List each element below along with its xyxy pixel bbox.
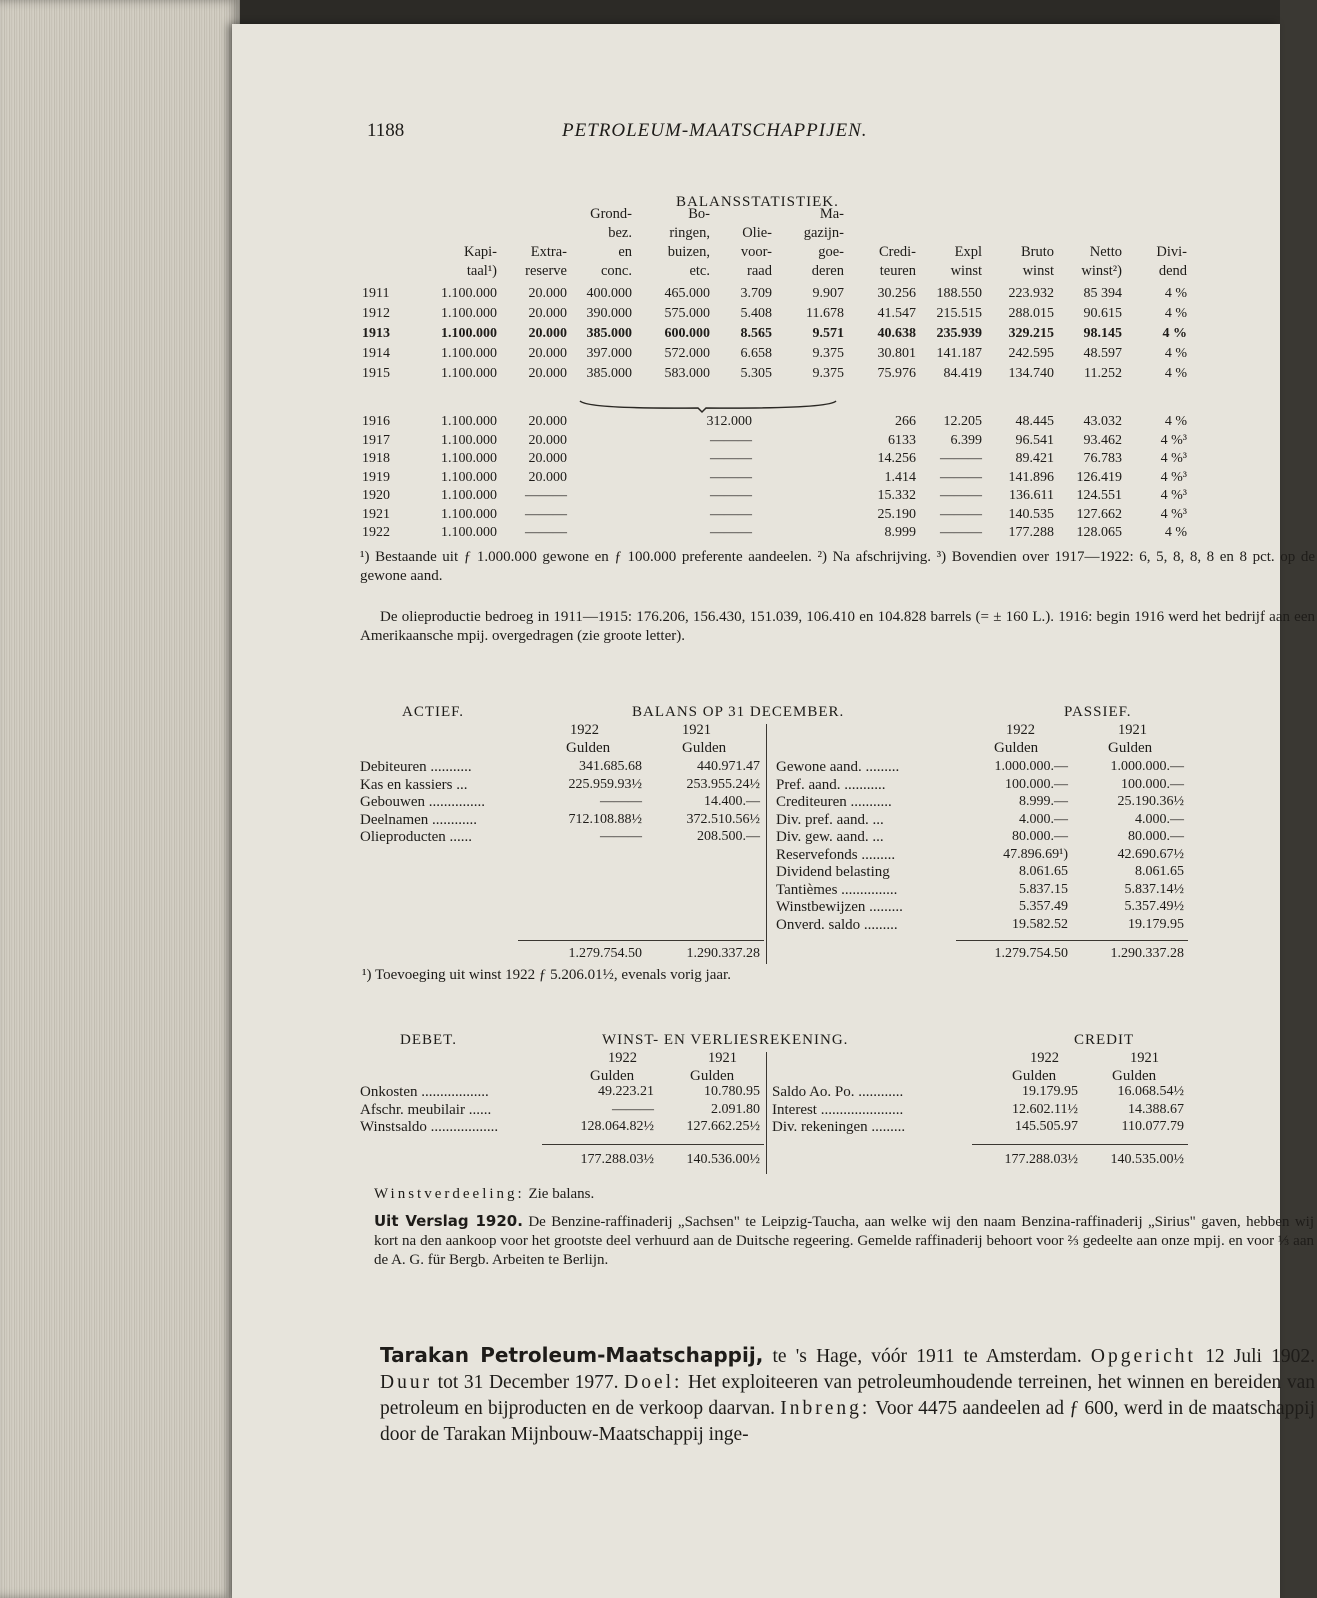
value-cell: 1.100.000	[441, 432, 497, 448]
value-cell: 400.000	[586, 286, 632, 301]
passief-1922: 4.000.—	[1019, 811, 1068, 827]
column-header: Bruto winst	[1020, 244, 1054, 279]
year-cell: 1919	[362, 469, 390, 485]
credit-label: Interest ......................	[772, 1101, 904, 1118]
credit-1922: 145.505.97	[1015, 1119, 1078, 1134]
credit-1922: 12.602.11½	[1012, 1101, 1078, 1117]
value-cell: 1.414	[884, 469, 916, 485]
value-cell: 127.662	[1076, 506, 1122, 522]
value-cell: 4 %	[1162, 326, 1187, 341]
column-header: Bo- ringen, buizen, etc.	[667, 206, 710, 279]
column-header: Olie- voor- raad	[740, 225, 772, 279]
passief-label: Onverd. saldo .........	[776, 916, 898, 933]
value-cell: 20.000	[528, 326, 567, 341]
value-cell: 136.611	[1009, 488, 1054, 503]
value-cell: 4 %	[1164, 366, 1187, 381]
value-cell: 5.305	[740, 366, 772, 381]
actief-1922: ———	[600, 829, 642, 844]
credit-1921: 16.068.54½	[1117, 1084, 1184, 1099]
year-cell: 1921	[362, 506, 390, 522]
value-cell: 6133	[888, 432, 916, 448]
table-row	[232, 488, 1192, 508]
value-cell: 4 %	[1164, 525, 1187, 540]
value-cell: 1.100.000	[441, 488, 497, 503]
actief-total-1922: 1.279.754.50	[568, 946, 642, 961]
balans-title: BALANS OP 31 DECEMBER.	[632, 704, 845, 720]
value-cell: 126.419	[1076, 469, 1122, 485]
value-cell: 4 %	[1164, 346, 1187, 361]
year-cell: 1914	[362, 346, 390, 361]
column-header: Expl winst	[950, 244, 982, 279]
passief-1922: 100.000.—	[1005, 776, 1068, 792]
winst-title: WINST- EN VERLIESREKENING.	[602, 1032, 849, 1048]
value-cell: 242.595	[1008, 346, 1054, 361]
debet-label: Afschr. meubilair ......	[360, 1101, 492, 1118]
actief-1921: 253.955.24½	[686, 776, 760, 792]
value-cell: 4 %³	[1160, 469, 1187, 485]
year-header: 1922	[1030, 1050, 1059, 1066]
unit-header: Gulden	[690, 1068, 735, 1084]
value-cell: 76.783	[1083, 451, 1122, 466]
value-cell: 141.187	[936, 346, 982, 361]
credit-1921: 110.077.79	[1121, 1119, 1184, 1134]
value-cell: 84.419	[943, 366, 982, 381]
actief-1921: 372.510.56½	[686, 811, 760, 827]
value-cell: 20.000	[528, 469, 567, 485]
total-rule	[972, 1144, 1188, 1145]
year-header: 1921	[682, 722, 711, 738]
value-cell: 11.678	[806, 306, 844, 321]
value-cell: 30.801	[877, 346, 916, 361]
value-cell: 465.000	[664, 286, 710, 301]
value-cell: 575.000	[664, 306, 710, 321]
value-cell: 1.100.000	[441, 525, 497, 540]
actief-1922: ———	[600, 794, 642, 809]
column-header: Ma- gazijn- goe- deren	[803, 206, 844, 279]
year-cell: 1917	[362, 432, 390, 448]
verslag-text: De Benzine-raffinaderij „Sachsen" te Leipzig-Taucha, aan welke wij den naam Benzina-raffinaderij „Sirius" gaven, hebben wij kort na den aankoop voor het grootste deel verhuurd aan de Duitsche regeering. Gemelde raffinaderij behoort voor ⅔ gedeelte aan onze mpij. en voor ⅓ aan de A. G. für Bergb. Arbeiten te Berlijn.	[374, 1214, 1315, 1268]
passief-1921: 100.000.—	[1121, 776, 1184, 792]
actief-1922: 341.685.68	[579, 759, 642, 774]
table-row	[232, 451, 1192, 471]
column-header: Extra- reserve	[525, 244, 567, 279]
credit-label: Saldo Ao. Po. ............	[772, 1084, 904, 1100]
passief-1922: 5.837.15	[1019, 881, 1068, 897]
passief-1921: 25.190.36½	[1117, 794, 1184, 809]
book-page-edges	[0, 0, 240, 1598]
actief-1921: 208.500.—	[697, 829, 760, 844]
value-cell: 20.000	[528, 414, 567, 429]
debet-1922: ———	[612, 1101, 654, 1117]
value-cell: 15.332	[877, 488, 916, 503]
total-rule	[518, 940, 764, 941]
value-cell: 89.421	[1015, 451, 1054, 466]
passief-label: Reservefonds .........	[776, 846, 896, 863]
value-cell: 385.000	[586, 326, 632, 341]
actief-1922: 712.108.88½	[568, 811, 642, 827]
value-cell: ———	[710, 451, 752, 466]
value-cell: 266	[895, 414, 916, 429]
balans-actief-label: ACTIEF.	[402, 704, 465, 720]
page-number: 1188	[367, 120, 405, 141]
year-header: 1922	[1006, 722, 1035, 738]
passief-1922: 5.357.49	[1019, 899, 1068, 914]
tarakan-label-opgericht: Opgericht	[1090, 1346, 1196, 1367]
debet-total-1921: 140.536.00½	[686, 1152, 760, 1167]
value-cell: 5.408	[740, 306, 772, 321]
value-cell: 20.000	[528, 286, 567, 301]
table-row	[232, 470, 1192, 490]
table-row	[232, 326, 1192, 346]
value-cell: ———	[525, 506, 567, 522]
passief-1921: 8.061.65	[1135, 864, 1184, 879]
value-cell: 223.932	[1008, 286, 1054, 301]
passief-1922: 80.000.—	[1012, 829, 1068, 844]
winstverdeeling-text: Zie balans.	[528, 1186, 595, 1202]
winstverdeeling-label: Winstverdeeling:	[374, 1186, 525, 1202]
value-cell: 20.000	[528, 451, 567, 466]
passief-total-1921: 1.290.337.28	[1110, 946, 1184, 961]
value-cell: 1.100.000	[441, 451, 497, 466]
value-cell: ———	[525, 488, 567, 503]
unit-header: Gulden	[682, 740, 727, 756]
debet-1921: 2.091.80	[711, 1101, 760, 1117]
table-row	[232, 286, 1192, 306]
year-cell: 1916	[362, 414, 390, 429]
value-cell: 4 %³	[1160, 506, 1187, 522]
winst-debet-label: DEBET.	[400, 1032, 457, 1048]
value-cell: 9.375	[812, 366, 844, 381]
column-header: Credi- teuren	[878, 244, 916, 279]
balansstatistiek-title: BALANSSTATISTIEK.	[676, 194, 839, 210]
debet-1922: 128.064.82½	[580, 1119, 654, 1134]
actief-label: Kas en kassiers ...	[360, 776, 468, 793]
actief-label: Debiteuren ...........	[360, 759, 472, 775]
value-cell: 85 394	[1083, 286, 1122, 301]
value-cell: 43.032	[1083, 414, 1122, 429]
value-cell: 41.547	[877, 306, 916, 321]
tarakan-name: Tarakan Petroleum-Maatschappij,	[380, 1343, 764, 1367]
passief-1922: 1.000.000.—	[994, 759, 1068, 774]
credit-1921: 14.388.67	[1128, 1101, 1184, 1117]
year-header: 1921	[1130, 1050, 1159, 1066]
actief-label: Deelnamen ............	[360, 811, 478, 828]
tarakan-text-3: tot 31 December 1977.	[437, 1372, 619, 1393]
total-rule	[542, 1144, 764, 1145]
value-cell: 20.000	[528, 306, 567, 321]
actief-1921: 14.400.—	[704, 794, 760, 809]
credit-total-1921: 140.535.00½	[1110, 1152, 1184, 1167]
value-cell: 48.445	[1015, 414, 1054, 429]
tarakan-label-duur: Duur	[380, 1372, 433, 1393]
unit-header: Gulden	[1108, 740, 1153, 756]
value-cell: 48.597	[1083, 346, 1122, 361]
debet-label: Onkosten ..................	[360, 1084, 489, 1100]
table-row	[232, 433, 1192, 453]
passief-1921: 4.000.—	[1135, 811, 1184, 827]
value-cell: 25.190	[877, 506, 916, 522]
value-cell: 583.000	[664, 366, 710, 381]
winst-credit-label: CREDIT	[1074, 1032, 1135, 1048]
value-cell: 20.000	[528, 346, 567, 361]
value-cell: 141.896	[1008, 469, 1054, 485]
passief-1921: 19.179.95	[1128, 916, 1184, 932]
year-cell: 1911	[362, 286, 390, 301]
unit-header: Gulden	[1012, 1068, 1057, 1084]
table-row	[232, 507, 1192, 527]
value-cell: 40.638	[877, 326, 916, 341]
value-cell: 90.615	[1083, 306, 1122, 321]
verslag-paragraph	[374, 1212, 1314, 1270]
value-cell: 30.256	[877, 286, 916, 301]
year-cell: 1913	[362, 326, 390, 341]
value-cell: 4 %	[1164, 414, 1187, 429]
passief-1922: 8.061.65	[1019, 864, 1068, 879]
passief-total-1922: 1.279.754.50	[994, 946, 1068, 961]
value-cell: 12.205	[943, 414, 982, 429]
value-cell: 6.658	[740, 346, 772, 361]
value-cell: 93.462	[1083, 432, 1122, 448]
unit-header: Gulden	[994, 740, 1039, 756]
column-divider	[766, 724, 767, 964]
unit-header: Gulden	[1112, 1068, 1157, 1084]
column-header: Netto winst²)	[1081, 244, 1122, 279]
value-cell: 8.565	[740, 326, 772, 341]
balansstatistiek-footnote: ¹) Bestaande uit ƒ 1.000.000 gewone en ƒ 100.000 preferente aandeelen. ²) Na afschrijving. ³) Bovendien over 1917—1922: 6, 5, 8, 8, 8 en 8 pct. op de gewone aand.	[360, 549, 1315, 584]
value-cell: 9.907	[812, 286, 844, 301]
value-cell: ———	[710, 488, 752, 503]
value-cell: 215.515	[936, 306, 982, 321]
passief-label: Div. gew. aand. ...	[776, 829, 884, 845]
table-row	[232, 525, 1192, 545]
value-cell: 20.000	[528, 432, 567, 448]
credit-label: Div. rekeningen .........	[772, 1119, 906, 1135]
value-cell: 9.375	[812, 346, 844, 361]
value-cell: 1.100.000	[441, 469, 497, 485]
tarakan-text-5: Voor 4475 aandeelen ad ƒ 600, werd in de maatschappij door de Tarakan Mijnbouw-Maatschappij inge-	[380, 1398, 1316, 1445]
year-cell: 1922	[362, 525, 390, 540]
running-title: PETROLEUM-MAATSCHAPPIJEN.	[562, 120, 868, 141]
value-cell: ———	[710, 506, 752, 522]
value-cell: 188.550	[936, 286, 982, 301]
passief-1921: 1.000.000.—	[1110, 759, 1184, 774]
passief-1921: 5.357.49½	[1124, 899, 1184, 914]
passief-1921: 5.837.14½	[1124, 881, 1184, 897]
value-cell: 177.288	[1008, 525, 1054, 540]
tarakan-label-inbreng: Inbreng:	[780, 1398, 871, 1419]
tarakan-paragraph	[380, 1342, 1315, 1448]
value-cell: 390.000	[586, 306, 632, 321]
year-cell: 1915	[362, 366, 390, 381]
credit-1922: 19.179.95	[1022, 1084, 1078, 1099]
actief-label: Gebouwen ...............	[360, 794, 485, 810]
total-rule	[956, 940, 1188, 941]
value-cell: 20.000	[528, 366, 567, 381]
value-cell: 124.551	[1076, 488, 1122, 503]
debet-1921: 127.662.25½	[686, 1119, 760, 1134]
actief-1921: 440.971.47	[697, 759, 760, 774]
debet-label: Winstsaldo ..................	[360, 1119, 499, 1135]
table-row	[232, 346, 1192, 366]
passief-label: Crediteuren ...........	[776, 794, 892, 810]
winstverdeeling	[374, 1186, 594, 1203]
value-cell: 312.000	[706, 414, 752, 429]
value-cell: ———	[940, 506, 982, 522]
value-cell: 600.000	[664, 326, 710, 341]
value-cell: 75.976	[877, 366, 916, 381]
value-cell: 385.000	[586, 366, 632, 381]
tarakan-text-4: Het exploiteeren van petroleumhoudende terreinen, het winnen en bereiden van petroleum en bijproducten en de verkoop daarvan.	[380, 1372, 1316, 1419]
brace-mark	[578, 399, 838, 413]
passief-label: Tantièmes ...............	[776, 881, 898, 898]
year-header: 1921	[708, 1050, 737, 1066]
value-cell: 4 %	[1164, 286, 1187, 301]
value-cell: 1.100.000	[441, 306, 497, 321]
year-header: 1921	[1118, 722, 1147, 738]
passief-1921: 80.000.—	[1128, 829, 1184, 844]
actief-label: Olieproducten ......	[360, 829, 473, 845]
debet-1922: 49.223.21	[598, 1084, 654, 1099]
passief-1922: 8.999.—	[1019, 794, 1068, 809]
column-header: Divi- dend	[1156, 244, 1187, 279]
table-row	[232, 306, 1192, 326]
book-page	[232, 24, 1316, 1598]
balans-footnote: ¹) Toevoeging uit winst 1922 ƒ 5.206.01½, evenals vorig jaar.	[362, 967, 731, 983]
value-cell: 4 %³	[1160, 451, 1187, 466]
value-cell: 4 %³	[1160, 488, 1187, 503]
verslag-label: Uit Verslag 1920.	[374, 1212, 523, 1230]
value-cell: 11.252	[1084, 366, 1122, 381]
value-cell: 1.100.000	[441, 346, 497, 361]
value-cell: 572.000	[664, 346, 710, 361]
tarakan-text-1: te 's Hage, vóór 1911 te Amsterdam.	[772, 1346, 1082, 1367]
credit-total-1922: 177.288.03½	[1004, 1152, 1078, 1167]
passief-1921: 42.690.67½	[1117, 846, 1184, 862]
value-cell: ———	[710, 469, 752, 485]
value-cell: ———	[940, 525, 982, 540]
table-row	[232, 366, 1192, 386]
actief-1922: 225.959.93½	[568, 776, 642, 792]
balans-passief-label: PASSIEF.	[1064, 704, 1132, 720]
value-cell: 329.215	[1008, 326, 1054, 341]
passief-label: Div. pref. aand. ...	[776, 811, 884, 828]
year-cell: 1918	[362, 451, 390, 466]
value-cell: 8.999	[884, 525, 916, 540]
production-note: De olieproductie bedroeg in 1911—1915: 176.206, 156.430, 151.039, 106.410 en 104.828 barrels (= ± 160 L.). 1916: begin 1916 werd het bedrijf aan een Amerikaansche mpij. overgedragen (zie groote letter).	[360, 609, 1315, 644]
value-cell: 235.939	[936, 326, 982, 341]
value-cell: 288.015	[1008, 306, 1054, 321]
value-cell: ———	[940, 469, 982, 485]
passief-label: Pref. aand. ...........	[776, 776, 886, 793]
value-cell: 98.145	[1083, 326, 1122, 341]
value-cell: ———	[525, 525, 567, 540]
value-cell: 6.399	[950, 432, 982, 448]
tarakan-label-doel: Doel:	[624, 1372, 683, 1393]
value-cell: 3.709	[740, 286, 772, 301]
year-header: 1922	[570, 722, 599, 738]
value-cell: 4 %	[1164, 306, 1187, 321]
value-cell: 397.000	[586, 346, 632, 361]
value-cell: ———	[710, 525, 752, 540]
value-cell: 96.541	[1015, 432, 1054, 448]
column-header: Grond- bez. en conc.	[590, 206, 632, 279]
passief-label: Gewone aand. .........	[776, 759, 900, 775]
value-cell: 1.100.000	[441, 506, 497, 522]
table-row	[232, 414, 1192, 434]
passief-1922: 47.896.69¹)	[1003, 846, 1068, 862]
passief-label: Winstbewijzen .........	[776, 899, 903, 915]
value-cell: ———	[940, 451, 982, 466]
value-cell: 1.100.000	[441, 286, 497, 301]
unit-header: Gulden	[566, 740, 611, 756]
value-cell: 9.571	[812, 326, 844, 341]
value-cell: 140.535	[1008, 506, 1054, 522]
value-cell: 128.065	[1076, 525, 1122, 540]
passief-label: Dividend belasting	[776, 864, 890, 880]
actief-total-1921: 1.290.337.28	[686, 946, 760, 961]
value-cell: 134.740	[1008, 366, 1054, 381]
column-divider	[766, 1052, 767, 1174]
unit-header: Gulden	[590, 1068, 635, 1084]
debet-1921: 10.780.95	[704, 1084, 760, 1099]
value-cell: 4 %³	[1160, 432, 1187, 448]
value-cell: 14.256	[877, 451, 916, 466]
passief-1922: 19.582.52	[1012, 916, 1068, 932]
debet-total-1922: 177.288.03½	[580, 1152, 654, 1167]
value-cell: ———	[710, 432, 752, 448]
year-cell: 1920	[362, 488, 390, 503]
year-header: 1922	[608, 1050, 637, 1066]
column-header: Kapi- taal¹)	[463, 244, 497, 279]
year-cell: 1912	[362, 306, 390, 321]
value-cell: 1.100.000	[441, 326, 497, 341]
tarakan-text-2: 12 Juli 1902.	[1205, 1346, 1316, 1367]
value-cell: 1.100.000	[441, 414, 497, 429]
value-cell: 1.100.000	[441, 366, 497, 381]
value-cell: ———	[940, 488, 982, 503]
